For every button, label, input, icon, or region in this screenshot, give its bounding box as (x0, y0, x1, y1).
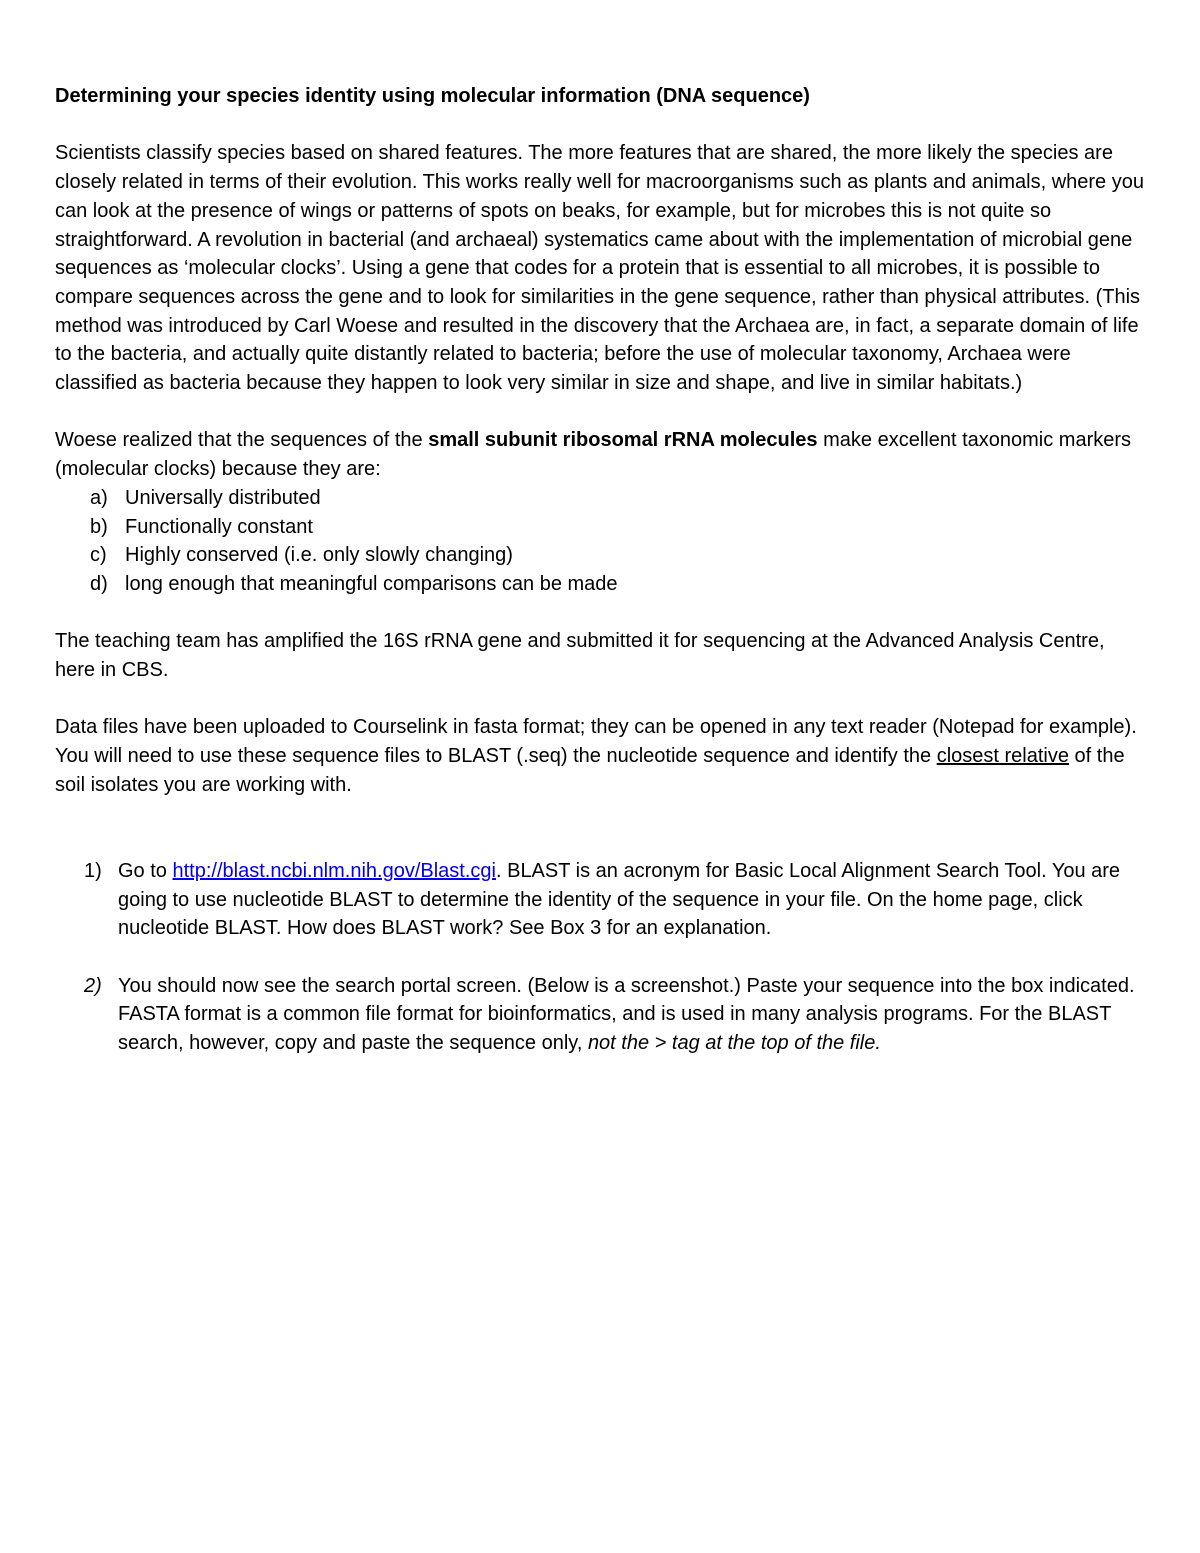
list-item-text: Universally distributed (125, 486, 321, 509)
step-1-before: Go to (118, 859, 173, 882)
use-files-after: of the soil isolates you are working with. (55, 745, 1125, 796)
intro-paragraph: Scientists classify species based on shared features. The more features that are shared, the more likely the species are closely related in terms of their evolution. This works really well for macroorganisms such as plants and animals, where you can look at the presence of wings or patterns of spots on beaks, for example, but for microbes this is not quite so straightforward. A revolution in bacterial (and archaeal) systematics came about with the implementation of microbial gene sequences as ‘molecular clocks’. Using a gene that codes for a protein that is essential to all microbes, it is possible to compare sequences across the gene and to look for similarities in the gene sequence, rather than physical attributes. (This method was introduced by Carl Woese and resulted in the discovery that the Archaea are, in fact, a separate domain of life to the bacteria, and actually quite distantly related to bacteria; before the use of molecular taxonomy, Archaea were classified as bacteria because they happen to look very similar in size and shape, and live in similar habitats.) (55, 142, 1144, 395)
use-files-paragraph (55, 742, 1150, 799)
list-marker: c) (90, 544, 107, 567)
woese-text-after: make excellent taxonomic markers (molecular clocks) because they are: (55, 429, 1132, 481)
step-1-marker: 1) (84, 859, 102, 882)
list-item (55, 484, 1150, 513)
teaching-paragraph: The teaching team has amplified the 16S rRNA gene and submitted it for sequencing at the Advanced Analysis Centre, here in CBS. (55, 630, 1105, 682)
criteria-list (55, 484, 1150, 599)
data-files-paragraph: Data files have been uploaded to Courselink in fasta format; they can be opened in any text reader (Notepad for example). (55, 716, 1137, 739)
step-2-text: You should now see the search portal screen. (Below is a screenshot.) Paste your sequence into the box indicated. FASTA format is a common file format for bioinformatics, and is used in many analysis programs. For the BLAST search, however, copy and paste the sequence only, (118, 974, 1135, 1055)
step-2 (55, 972, 1150, 1058)
list-marker: a) (90, 486, 108, 509)
woese-bold-term: small subunit ribosomal rRNA molecules (428, 429, 818, 452)
woese-paragraph (55, 426, 1150, 483)
step-2-marker: 2) (84, 974, 102, 997)
blast-link[interactable]: http://blast.ncbi.nlm.nih.gov/Blast.cgi (172, 859, 496, 882)
use-files-before: You will need to use these sequence files to BLAST (.seq) the nucleotide sequence and identify the (55, 745, 937, 768)
list-marker: b) (90, 515, 108, 538)
list-item-text: Functionally constant (125, 515, 313, 538)
list-item (55, 513, 1150, 542)
document-title: Determining your species identity using molecular information (DNA sequence) (55, 85, 810, 107)
closest-relative-term: closest relative (936, 745, 1069, 768)
list-item-text: long enough that meaningful comparisons can be made (125, 572, 618, 595)
list-item-text: Highly conserved (i.e. only slowly changing) (125, 544, 513, 567)
woese-text-before: Woese realized that the sequences of the (55, 429, 429, 452)
list-item (55, 541, 1150, 570)
document-page (55, 82, 1150, 1087)
list-marker: d) (90, 572, 108, 595)
steps-list (55, 857, 1150, 1058)
step-1-after: . BLAST is an acronym for Basic Local Alignment Search Tool. You are going to use nucleotide BLAST to determine the identity of the sequence in your file. On the home page, click nucleotide BLAST. How does BLAST work? See Box 3 for an explanation. (118, 859, 1121, 940)
step-2-italic-note: not the > tag at the top of the file (587, 1032, 876, 1055)
step-2-end: . (875, 1032, 881, 1055)
list-item (55, 570, 1150, 599)
step-1 (55, 857, 1150, 943)
